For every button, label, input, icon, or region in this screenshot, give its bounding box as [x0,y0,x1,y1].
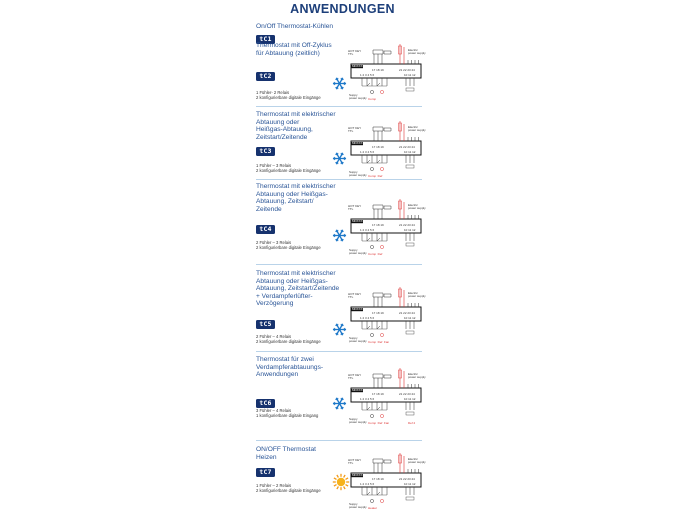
model-label: MDXXX [352,474,363,477]
terminals-right-label: 21 22 23 24 [399,224,415,227]
terminals-bottom-right-label: 10 11 12 [404,398,415,401]
terminals-bottom-label: 1 2 3 4 5 6 [360,74,374,77]
relay-info [256,90,341,100]
model-label: MDXXX [352,142,363,145]
terminals-bottom-right-label: 10 11 12 [404,151,415,154]
relay-info-line: 2 konfigurierbare digitale Eingänge [256,488,341,493]
terminals-bottom-right-label: 10 11 12 [404,317,415,320]
relay-info-line: 1 konfigurierbare digitale Eingang [256,413,341,418]
hot-key-label: HOT KEY TTL [348,205,361,212]
model-label: MDXXX [352,389,363,392]
relay-info [256,240,341,250]
power-supply-label: Suppy power supply [349,249,367,256]
mode-code-badge: tC6 [256,399,275,408]
terminals-bottom-label: 1 2 3 4 5 6 [360,229,374,232]
model-label: MDXXX [352,65,363,68]
wiring-diagram [348,285,426,349]
relay-info [256,408,341,418]
section-divider [256,351,422,352]
relay-info-line: 3 Fühler – 4 Relais [256,408,341,413]
hot-key-label: HOT KEY TTL [348,127,361,134]
application-panel [256,183,424,263]
load-labels: Comp Def [368,253,382,256]
hot-key-label: HOT KEY TTL [348,293,361,300]
application-heading: Thermostat mit elektrischer Abtauung oder Heißgas-Abtauung, Zeitstart/Zeitende [256,111,368,141]
mode-code-badge: tC7 [256,468,275,477]
hot-key-label: HOT KEY TTL [348,374,361,381]
section-divider [256,106,422,107]
terminals-bottom-label: 1 2 3 4 5 6 [360,317,374,320]
relay-info-line: 2 konfigurierbare digitale Eingänge [256,339,341,344]
mode-code-badge: tC3 [256,147,275,156]
load-labels: Comp Def Fan [368,422,389,425]
terminals-bottom-right-label: 10 11 12 [404,229,415,232]
application-panel [256,42,424,122]
power-supply-label: Suppy power supply [349,94,367,101]
terminals-right-label: 21 22 23 24 [399,478,415,481]
power-supply-label: Suppy power supply [349,337,367,344]
snowflake-icon [332,396,347,416]
model-label: MDXXX [352,220,363,223]
electric-supply-label: Electric power supply [408,373,426,380]
terminals-bottom-label: 1 2 3 4 5 6 [360,483,374,486]
snowflake-icon [332,228,347,248]
electric-supply-label: Electric power supply [408,49,426,56]
section-divider [256,264,422,265]
snowflake-icon [332,322,347,342]
terminals-bottom-label: 1 2 3 4 5 6 [360,151,374,154]
terminals-right-label: 21 22 23 24 [399,146,415,149]
terminals-top-label: 17 18 19 [372,224,384,227]
model-label: MDXXX [352,308,363,311]
electric-supply-label: Electric power supply [408,204,426,211]
electric-supply-label: Electric power supply [408,458,426,465]
snowflake-icon [332,151,347,171]
terminals-top-label: 17 18 19 [372,393,384,396]
mode-code-badge: tC5 [256,320,275,329]
power-supply-label: Suppy power supply [349,171,367,178]
relay-info-line: 2 konfigurierbare digitale Eingänge [256,95,341,100]
application-heading: On/Off Thermostat-Kühlen [256,23,368,31]
load-labels: Heater [368,507,377,510]
application-heading: ON/OFF Thermostat Heizen [256,446,368,461]
hot-key-label: HOT KEY TTL [348,50,361,57]
relay-info-line: 1 Fühler- 2 Relais [256,90,341,95]
mode-code-badge: tC4 [256,225,275,234]
wiring-diagram [348,42,426,106]
terminals-top-label: 17 18 19 [372,69,384,72]
load-labels: Comp Def Fan [368,341,389,344]
terminals-bottom-right-label: 10 11 12 [404,74,415,77]
section-divider [256,440,422,441]
application-panel [256,446,424,526]
terminals-right-label: 21 22 23 24 [399,393,415,396]
application-heading: Thermostat mit elektrischer Abtauung oder Heißgas- Abtauung, Zeitstart/ Zeitende [256,183,368,213]
relay-info [256,483,341,493]
snowflake-icon [332,76,347,96]
terminals-bottom-right-label: 10 11 12 [404,483,415,486]
application-heading: Thermostat für zwei Verdampferabtauungs- Anwendungen [256,356,368,379]
load-labels: Comp [368,98,376,101]
terminals-top-label: 17 18 19 [372,478,384,481]
load-labels: Comp Def [368,175,382,178]
page-title: ANWENDUNGEN [0,2,685,16]
wiring-diagram [348,451,426,515]
application-panel [256,270,424,350]
relay-info-line: 2 konfigurierbare digitale Eingänge [256,245,341,250]
terminals-right-label: 21 22 23 24 [399,69,415,72]
application-heading: Thermostat mit elektrischer Abtauung oder Heißgas- Abtauung, Zeitstart/Zeitende + Verdampferlüfter- Verzögerung [256,270,368,308]
power-supply-label: Suppy power supply [349,503,367,510]
relay-info-line: 1 Fühler – 2 Relais [256,483,341,488]
relay-info-line: 2 Fühler – 3 Relais [256,240,341,245]
power-supply-label: Suppy power supply [349,418,367,425]
terminals-top-label: 17 18 19 [372,146,384,149]
application-heading: Thermostat mit Off-Zyklus für Abtauung (zeitlich) [256,42,368,57]
electric-supply-label: Electric power supply [408,292,426,299]
application-panel [256,356,424,436]
relay-info-line: 2 konfigurierbare digitale Eingänge [256,168,341,173]
wiring-diagram [348,366,426,430]
mode-code-badge: tC2 [256,72,275,81]
section-divider [256,179,422,180]
relay-info-line: 1 Fühler – 3 Relais [256,163,341,168]
wiring-diagram [348,197,426,261]
terminals-right-label: 21 22 23 24 [399,312,415,315]
electric-supply-label: Electric power supply [408,126,426,133]
wiring-diagram [348,119,426,183]
relay-info-line: 2 Fühler – 4 Relais [256,334,341,339]
relay-info [256,334,341,344]
relay-info [256,163,341,173]
hot-key-label: HOT KEY TTL [348,459,361,466]
def2-label: Def 2 [408,422,415,425]
terminals-top-label: 17 18 19 [372,312,384,315]
terminals-bottom-label: 1 2 3 4 5 6 [360,398,374,401]
mode-code-badge: tC1 [256,35,275,44]
